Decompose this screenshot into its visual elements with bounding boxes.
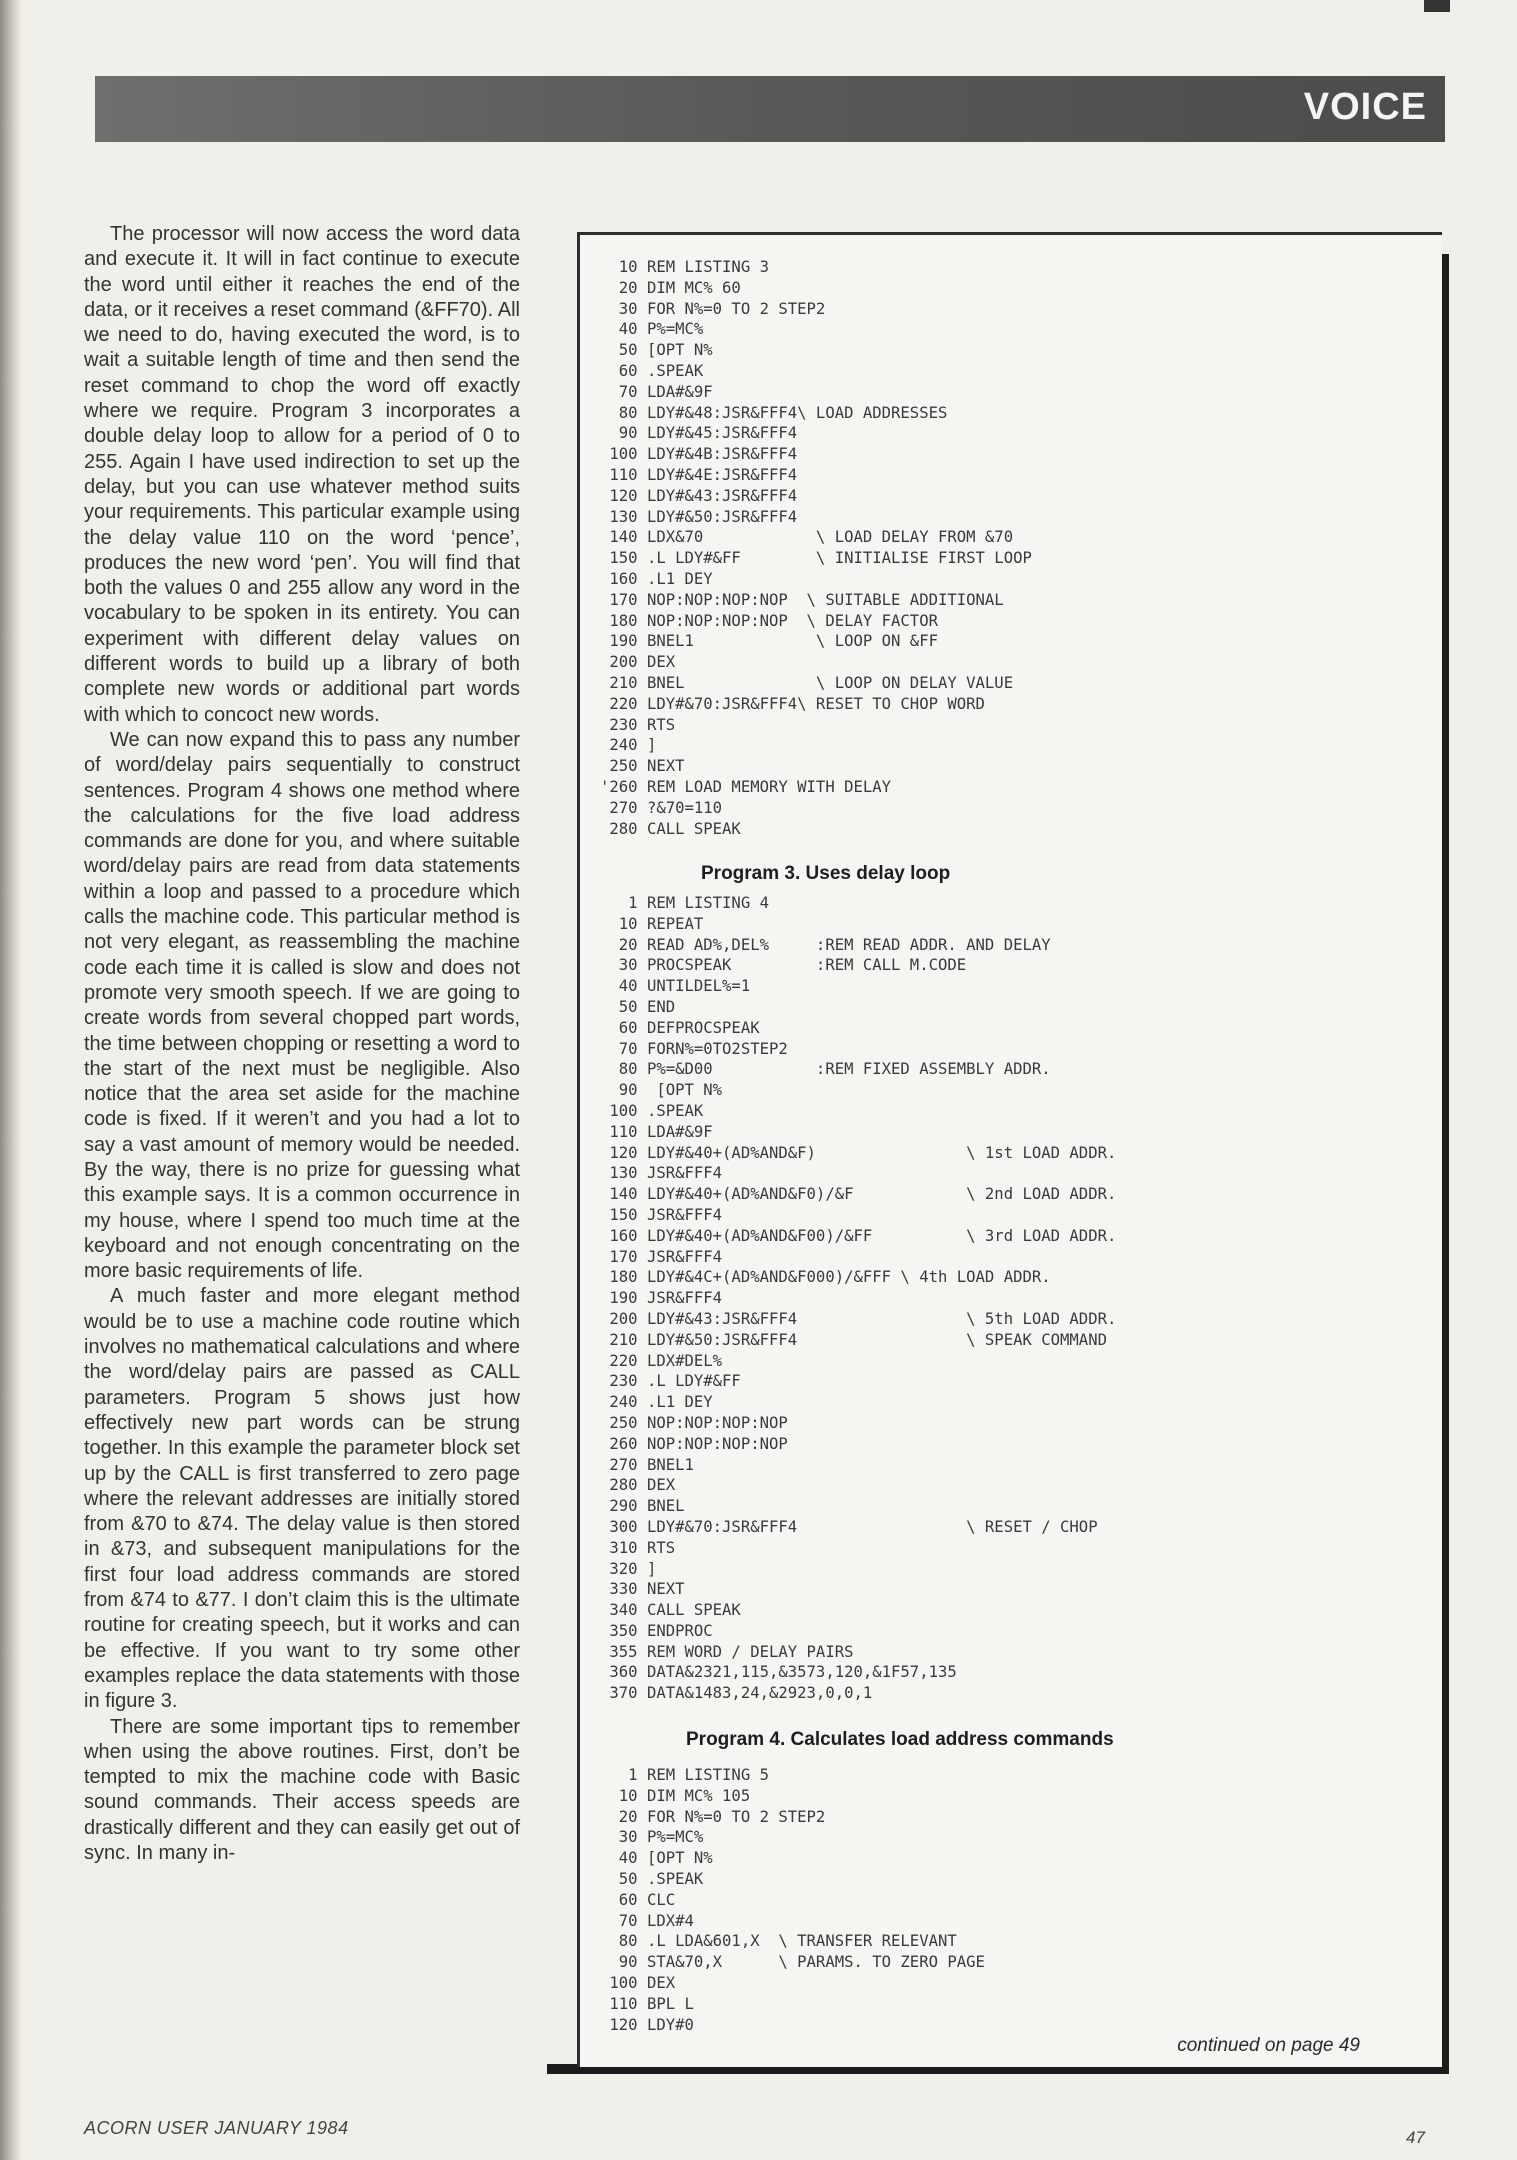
code-line: 90 [OPT N%	[600, 1081, 723, 1100]
code-line: 350 ENDPROC	[600, 1621, 713, 1640]
code-line: 50 END	[600, 997, 676, 1016]
code-line: 40 [OPT N%	[600, 1849, 713, 1868]
article-paragraph-4: There are some important tips to remember when using the above routines. First, don’t be tempted to mix the machine code with Basic sound commands. Their access speeds are drastically different and they can easily get out of sync. In many in-	[84, 1715, 520, 1864]
code-line: 200 DEX	[600, 653, 676, 672]
code-line: 120 LDY#&40+(AD%AND&F) \ 1st LOAD ADDR.	[600, 1143, 1117, 1162]
code-line: '260 REM LOAD MEMORY WITH DELAY	[600, 777, 892, 796]
program-3-listing	[600, 257, 1440, 839]
code-line: 150 JSR&FFF4	[600, 1205, 723, 1224]
program-4-listing	[600, 893, 1440, 1704]
code-line: 80 .L LDA&601,X \ TRANSFER RELEVANT	[600, 1932, 957, 1951]
code-line: 20 FOR N%=0 TO 2 STEP2	[600, 1807, 826, 1826]
code-line: 1 REM LISTING 4	[600, 894, 769, 912]
code-line: 210 BNEL \ LOOP ON DELAY VALUE	[600, 673, 1014, 692]
code-line: 130 LDY#&50:JSR&FFF4	[600, 507, 798, 526]
code-line: 100 .SPEAK	[600, 1101, 704, 1120]
code-line: 160 .L1 DEY	[600, 569, 713, 588]
code-line: 70 LDA#&9F	[600, 382, 713, 401]
code-line: 150 .L LDY#&FF \ INITIALISE FIRST LOOP	[600, 549, 1032, 568]
code-line: 140 LDY#&40+(AD%AND&F0)/&F \ 2nd LOAD ADDR.	[600, 1185, 1117, 1204]
article-paragraph-2: We can now expand this to pass any number of word/delay pairs sequentially to construct sentences. Program 4 shows one method where the calculations for the five load address commands are done for you, and where suitable word/delay pairs are read from data statements within a loop and passed to a procedure which calls the machine code. This particular method is not very elegant, as reassembling the machine code each time it is called is slow and does not promote very smooth speech. If we are going to create words from several chopped part words, the time between chopping or resetting a word to the start of the next must be negligible. Also notice that the area set aside for the machine code is fixed. If it weren’t and you had a lot to say a vast amount of memory would be needed. By the way, there is no prize for guessing what this example says. It is a common occurrence in my house, where I spend too much time at the keyboard and not enough concentrating on the more basic requirements of life.	[84, 728, 520, 1283]
footer-magazine-issue: ACORN USER JANUARY 1984	[84, 2118, 349, 2138]
program-5-listing	[600, 1765, 1440, 2035]
code-line: 10 DIM MC% 105	[600, 1786, 751, 1805]
code-line: 60 CLC	[600, 1890, 676, 1909]
code-line: 100 DEX	[600, 1973, 676, 1992]
code-line: 160 LDY#&40+(AD%AND&F00)/&FF \ 3rd LOAD ADDR.	[600, 1226, 1117, 1245]
section-title: VOICE	[1303, 86, 1427, 128]
code-line: 130 JSR&FFF4	[600, 1164, 723, 1183]
code-line: 300 LDY#&70:JSR&FFF4 \ RESET / CHOP	[600, 1517, 1098, 1536]
code-line: 50 .SPEAK	[600, 1869, 704, 1888]
code-line: 60 .SPEAK	[600, 361, 704, 380]
code-line: 330 NEXT	[600, 1580, 685, 1599]
code-line: 370 DATA&1483,24,&2923,0,0,1	[600, 1684, 873, 1703]
code-line: 240 ]	[600, 736, 657, 755]
code-line: 180 LDY#&4C+(AD%AND&F000)/&FFF \ 4th LOAD ADDR.	[600, 1268, 1051, 1287]
article-body	[84, 222, 520, 1866]
program-4-caption: Program 4. Calculates load address commands	[686, 1729, 1114, 1750]
code-line: 10 REPEAT	[600, 914, 704, 933]
code-line: 190 BNEL1 \ LOOP ON &FF	[600, 632, 938, 651]
code-line: 340 CALL SPEAK	[600, 1601, 741, 1620]
code-line: 270 BNEL1	[600, 1455, 694, 1474]
code-line: 250 NOP:NOP:NOP:NOP	[600, 1413, 788, 1432]
code-line: 170 JSR&FFF4	[600, 1247, 723, 1266]
code-line: 230 RTS	[600, 715, 676, 734]
code-line: 220 LDY#&70:JSR&FFF4\ RESET TO CHOP WORD	[600, 694, 985, 713]
code-line: 310 RTS	[600, 1538, 676, 1557]
code-line: 30 FOR N%=0 TO 2 STEP2	[600, 299, 826, 318]
program-listings-box	[577, 232, 1442, 2067]
code-line: 320 ]	[600, 1559, 657, 1578]
article-paragraph-3: A much faster and more elegant method would be to use a machine code routine which involves no mathematical calculations and where the word/delay pairs are passed as CALL parameters. Program 5 shows just how effectively new part words can be strung together. In this example the parameter block set up by the CALL is first transferred to zero page where the relevant addresses are initially stored from &70 to &74. The delay value is then stored in &73, and subsequent manipulations for the first four load address commands are stored from &74 to &77. I don’t claim this is the ultimate routine for creating speech, but it works and can be effective. If you want to try some other examples replace the data statements with those in figure 3.	[84, 1285, 520, 1713]
code-line: 250 NEXT	[600, 757, 685, 776]
code-line: 90 STA&70,X \ PARAMS. TO ZERO PAGE	[600, 1953, 985, 1972]
code-line: 80 P%=&D00 :REM FIXED ASSEMBLY ADDR.	[600, 1060, 1051, 1079]
code-line: 280 DEX	[600, 1476, 676, 1495]
code-line: 40 UNTILDEL%=1	[600, 977, 751, 996]
continued-note: continued on page 49	[1177, 2035, 1360, 2056]
program-3-caption: Program 3. Uses delay loop	[701, 863, 951, 884]
code-line: 50 [OPT N%	[600, 341, 713, 360]
code-line: 270 ?&70=110	[600, 798, 723, 817]
binding-gutter	[0, 0, 22, 2160]
code-line: 60 DEFPROCSPEAK	[600, 1018, 760, 1037]
code-line: 110 BPL L	[600, 1994, 694, 2013]
code-line: 355 REM WORD / DELAY PAIRS	[600, 1642, 854, 1661]
code-line: 180 NOP:NOP:NOP:NOP \ DELAY FACTOR	[600, 611, 938, 630]
code-line: 360 DATA&2321,115,&3573,120,&1F57,135	[600, 1663, 957, 1682]
code-line: 70 LDX#4	[600, 1911, 694, 1930]
code-line: 70 FORN%=0TO2STEP2	[600, 1039, 788, 1058]
code-line: 30 PROCSPEAK :REM CALL M.CODE	[600, 956, 967, 975]
code-line: 110 LDY#&4E:JSR&FFF4	[600, 465, 798, 484]
code-line: 290 BNEL	[600, 1497, 685, 1516]
code-line: 20 DIM MC% 60	[600, 278, 741, 297]
code-line: 20 READ AD%,DEL% :REM READ ADDR. AND DELAY	[600, 935, 1051, 954]
code-line: 170 NOP:NOP:NOP:NOP \ SUITABLE ADDITIONAL	[600, 590, 1004, 609]
section-header-bar	[95, 76, 1445, 142]
code-line: 260 NOP:NOP:NOP:NOP	[600, 1434, 788, 1453]
code-line: 200 LDY#&43:JSR&FFF4 \ 5th LOAD ADDR.	[600, 1309, 1117, 1328]
code-line: 110 LDA#&9F	[600, 1122, 713, 1141]
code-line: 190 JSR&FFF4	[600, 1289, 723, 1308]
code-line: 40 P%=MC%	[600, 320, 704, 339]
code-line: 210 LDY#&50:JSR&FFF4 \ SPEAK COMMAND	[600, 1330, 1107, 1349]
code-line: 10 REM LISTING 3	[600, 258, 769, 276]
code-line: 240 .L1 DEY	[600, 1393, 713, 1412]
code-line: 120 LDY#0	[600, 2015, 694, 2034]
code-line: 90 LDY#&45:JSR&FFF4	[600, 424, 798, 443]
page-number: 47	[1406, 2128, 1425, 2147]
code-line: 100 LDY#&4B:JSR&FFF4	[600, 445, 798, 464]
code-line: 120 LDY#&43:JSR&FFF4	[600, 486, 798, 505]
code-line: 1 REM LISTING 5	[600, 1766, 769, 1784]
listing-box-shadow-right	[1441, 254, 1449, 2074]
code-line: 220 LDX#DEL%	[600, 1351, 723, 1370]
code-line: 230 .L LDY#&FF	[600, 1372, 741, 1391]
article-paragraph-1: The processor will now access the word data and execute it. It will in fact continue to execute the word until either it reaches the end of the data, or it receives a reset command (&FF70). All we need to do, having executed the word, is to wait a suitable length of time and then send the reset command to chop the word off exactly where we require. Program 3 incorporates a double delay loop to allow for a period of 0 to 255. Again I have used indirection to set up the delay, but you can use whatever method suits your requirements. This particular example using the delay value 110 on the word ‘pence’, produces the new word ‘pen’. You will find that both the values 0 and 255 allow any word in the vocabulary to be spoken in its entirety. You can experiment with different delay values on different words to build up a library of both complete new words or additional part words with which to concoct new words.	[84, 223, 520, 726]
code-line: 280 CALL SPEAK	[600, 819, 741, 838]
code-line: 30 P%=MC%	[600, 1828, 704, 1847]
code-line: 140 LDX&70 \ LOAD DELAY FROM &70	[600, 528, 1014, 547]
page-edge-mark	[1424, 0, 1450, 12]
code-line: 80 LDY#&48:JSR&FFF4\ LOAD ADDRESSES	[600, 403, 948, 422]
